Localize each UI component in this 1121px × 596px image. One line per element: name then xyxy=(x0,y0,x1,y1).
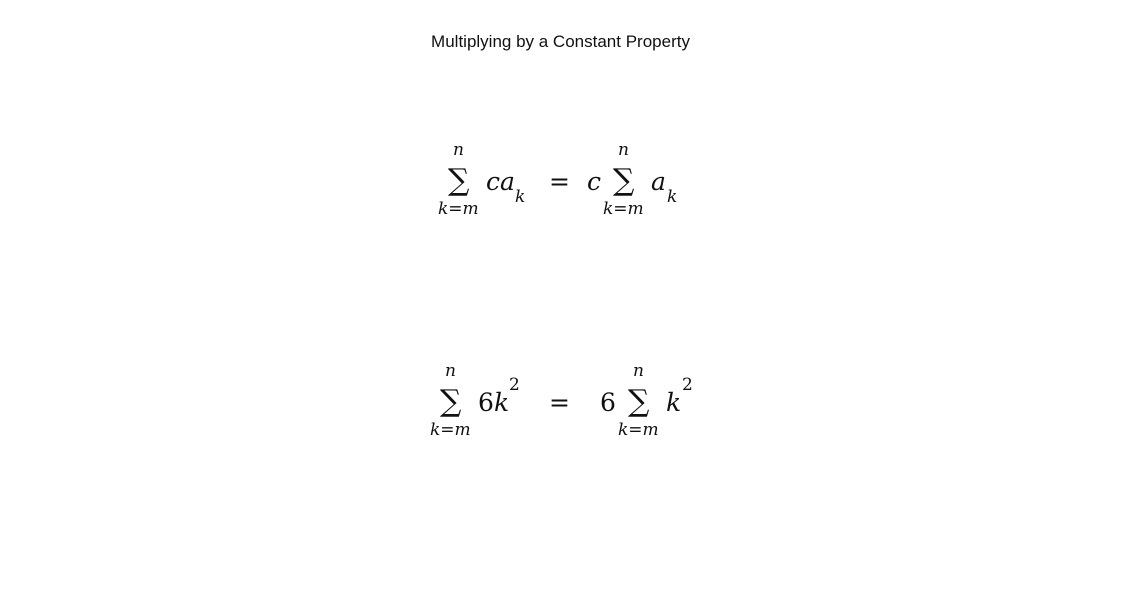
rhs-term: k xyxy=(666,388,682,417)
equals-sign: = xyxy=(549,388,570,417)
rhs-coefficient: c xyxy=(587,167,602,196)
rhs-summation-sign: ∑ xyxy=(613,163,635,198)
lhs-term: ca xyxy=(486,167,515,196)
lhs-term: k xyxy=(494,388,510,417)
lhs-subscript: k xyxy=(515,187,526,207)
lhs-upper-limit: n xyxy=(445,361,456,381)
lhs-lower-limit: k=m xyxy=(438,199,479,219)
lhs-lower-limit: k=m xyxy=(430,420,471,440)
rhs-subscript: k xyxy=(667,187,678,207)
diagram-title: Multiplying by a Constant Property xyxy=(431,32,690,51)
lhs-summation-sign: ∑ xyxy=(440,384,462,419)
rhs-term: a xyxy=(651,167,666,196)
lhs-coefficient: 6 xyxy=(478,388,494,417)
lhs-superscript: 2 xyxy=(509,375,520,395)
rhs-summation-sign: ∑ xyxy=(628,384,650,419)
rhs-lower-limit: k=m xyxy=(618,420,659,440)
equals-sign: = xyxy=(549,167,570,196)
lhs-upper-limit: n xyxy=(453,140,464,160)
rhs-upper-limit: n xyxy=(633,361,644,381)
rhs-superscript: 2 xyxy=(682,375,693,395)
lhs-summation-sign: ∑ xyxy=(448,163,470,198)
rhs-lower-limit: k=m xyxy=(603,199,644,219)
rhs-coefficient: 6 xyxy=(600,388,616,417)
rhs-upper-limit: n xyxy=(618,140,629,160)
